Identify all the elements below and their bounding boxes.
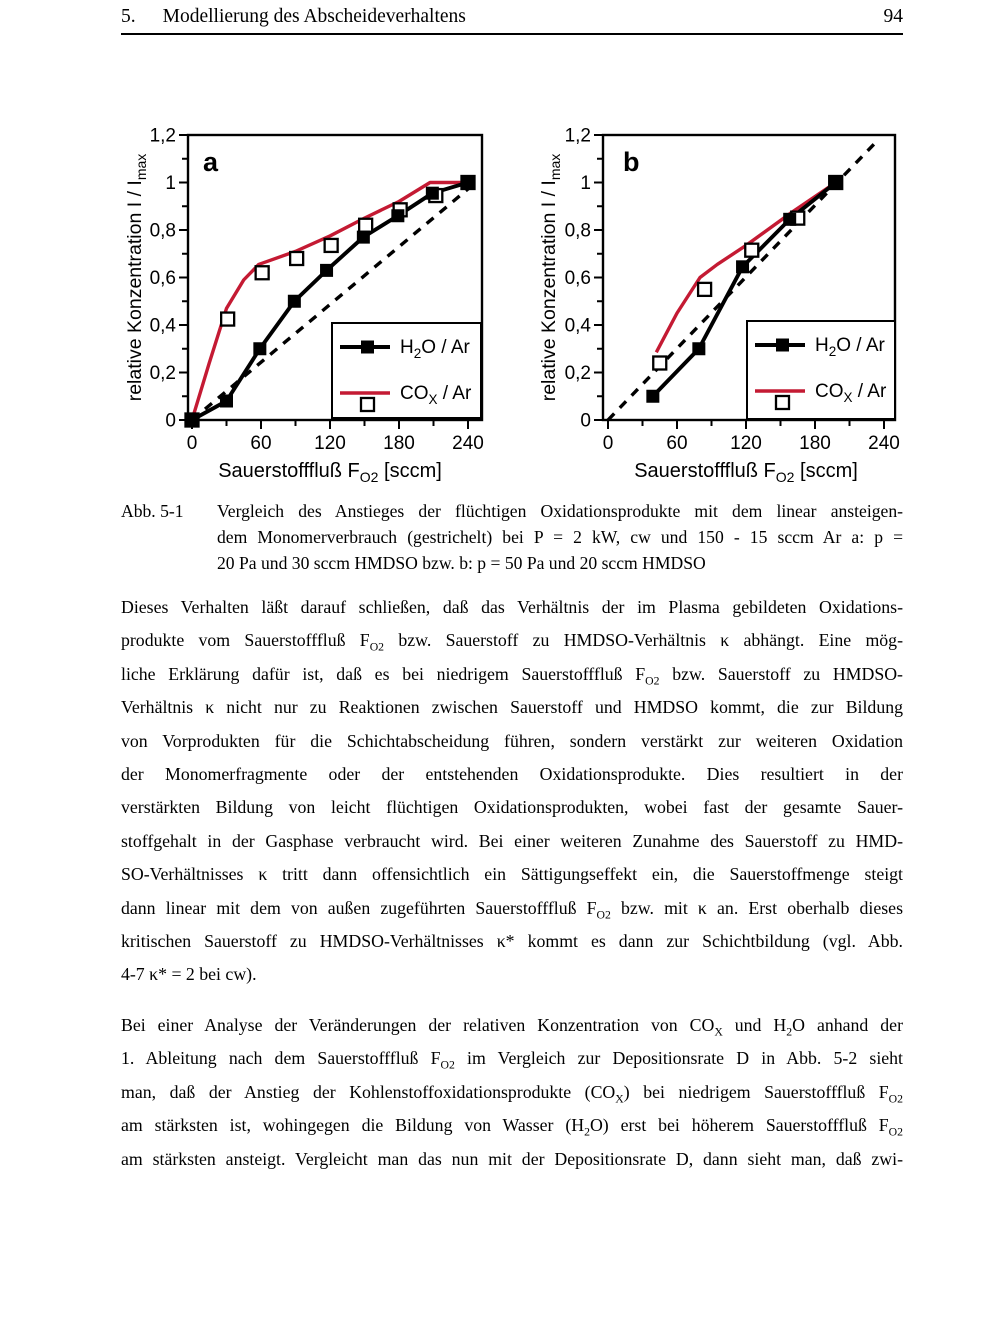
para1-line-4: Verhältnis κ nicht nur zu Reaktionen zwischen Sauerstoff und HMDSO kommt, die zur Bildung (121, 697, 903, 718)
chart-svg-b (530, 105, 910, 487)
panel-label: b (623, 147, 640, 177)
para1-line-11: kritischen Sauerstoff zu HMDSO-Verhältnisses κ* kommt es dann zur Schichtbildung (vgl. Abb. (121, 931, 903, 952)
page-header (121, 6, 903, 28)
section-title: Modellierung des Abscheideverhaltens (162, 6, 466, 27)
legend (747, 321, 895, 419)
para2-line-3: man, daß der Anstieg der Kohlenstoffoxidationsprodukte $(CO_X)$ bei niedrigem Sauerstofffluß $F_{O2}$ (121, 1081, 903, 1106)
svg-text:0,8: 0,8 (564, 220, 591, 242)
x-axis-label: Sauerstofffluß $F_{O2}$ [sccm] (634, 460, 858, 485)
svg-text:180: 180 (383, 433, 415, 454)
svg-text:1,2: 1,2 (564, 125, 591, 147)
para2-line-1: Bei einer Analyse der Veränderungen der relativen Konzentration von $CO_X$ und $H_2O$ anhand der (121, 1015, 903, 1039)
y-axis-label: relative Konzentration I / $I_{max}$ (538, 153, 563, 402)
header-rule (121, 33, 903, 35)
chart-panel-b (530, 105, 910, 487)
caption-line-1: Vergleich des Anstieges der flüchtigen Oxidationsprodukte mit dem linear ansteigen- (217, 501, 903, 521)
svg-text:1: 1 (165, 173, 176, 194)
y-axis-label: relative Konzentration I / $I_{max}$ (124, 153, 149, 402)
svg-text:0,8: 0,8 (149, 220, 176, 242)
section-number: 5. (121, 6, 136, 27)
caption-line-2: dem Monomerverbrauch (gestrichelt) bei P = 2 kW, cw und 150 - 15 sccm Ar a: p = (217, 527, 903, 547)
para1-line-7: verstärkten Bildung von leicht flüchtigen Oxidationsprodukten, wobei fast der gesamte Sauer- (121, 797, 903, 818)
para2-line-5: am stärksten ansteigt. Vergleicht man das nun mit der Depositionsrate D, dann sieht man, daß zwi- (121, 1148, 903, 1169)
page-number: 94 (883, 6, 903, 27)
para1-line-12: 4-7 κ* = 2 bei cw). (121, 964, 257, 985)
x-axis-label: Sauerstofffluß $F_{O2}$ [sccm] (218, 460, 442, 485)
svg-text:120: 120 (730, 433, 762, 454)
section-heading (121, 6, 466, 28)
figure-caption-text (217, 498, 903, 576)
figure-caption (121, 498, 903, 576)
svg-text:0,6: 0,6 (149, 268, 176, 289)
svg-text:0,4: 0,4 (149, 315, 176, 337)
para1-line-1: Dieses Verhalten läßt darauf schließen, daß das Verhältnis der im Plasma gebildeten Oxidations- (121, 597, 903, 617)
svg-text:0,2: 0,2 (149, 363, 176, 384)
svg-text:180: 180 (799, 433, 831, 454)
svg-text:1,2: 1,2 (149, 125, 176, 147)
svg-text:0,4: 0,4 (564, 315, 591, 337)
svg-text:1: 1 (580, 173, 591, 194)
body-paragraph-2 (121, 1009, 903, 1176)
figure-caption-label: Abb. 5-1 (121, 501, 184, 521)
para1-line-10: dann linear mit dem von außen zugeführten Sauerstofffluß $F_{O2}$ bzw. mit κ an. Erst oberhalb dieses (121, 897, 903, 922)
para1-line-2: produkte vom Sauerstofffluß $F_{O2}$ bzw. Sauerstoff zu HMDSO-Verhältnis κ abhängt. Eine mög- (121, 630, 903, 654)
svg-text:60: 60 (666, 433, 688, 454)
para1-line-6: der Monomerfragmente oder der entstehenden Oxidationsprodukte. Dies resultiert in der (121, 764, 903, 785)
svg-text:0: 0 (602, 433, 614, 454)
svg-text:120: 120 (314, 433, 346, 454)
svg-text:0,2: 0,2 (564, 363, 591, 384)
svg-text:0,6: 0,6 (564, 268, 591, 289)
caption-line-3: 20 Pa und 30 sccm HMDSO bzw. b: p = 50 Pa und 20 sccm HMDSO (217, 553, 706, 573)
svg-text:0: 0 (165, 410, 176, 432)
para1-line-5: von Vorprodukten für die Schichtabscheidung führen, sondern verstärkt zur weiteren Oxidation (121, 730, 903, 751)
svg-text:240: 240 (868, 433, 900, 454)
para2-line-2: 1. Ableitung nach dem Sauerstofffluß $F_{O2}$ im Vergleich zur Depositionsrate D in Abb. 5-2 sieht (121, 1048, 903, 1072)
svg-text:0: 0 (580, 410, 591, 432)
para1-line-9: SO-Verhältnisses κ tritt dann offensichtlich ein Sättigungseffekt ein, die Sauerstoffmenge steigt (121, 864, 903, 885)
chart-panel-a (116, 105, 496, 487)
legend-label-cox: $CO_X$ / Ar (815, 381, 887, 405)
para2-line-4: am stärksten ist, wohingegen die Bildung von Wasser $(H_2O)$ erst bei höherem Sauerstofffluß $F_{O2}$ (121, 1115, 903, 1139)
legend-label-h2o: $H_2O$ / Ar (815, 335, 885, 359)
para1-line-8: stoffgehalt in der Gasphase verbraucht wird. Bei einer weiteren Zunahme des Sauerstoff zu HMD- (121, 830, 903, 851)
body-paragraph-1 (121, 591, 903, 992)
legend-label-h2o: $H_2O$ / Ar (400, 337, 470, 361)
panel-label: a (203, 147, 219, 177)
svg-text:240: 240 (452, 433, 484, 454)
svg-text:0: 0 (186, 433, 198, 454)
legend-label-cox: $CO_X$ / Ar (400, 383, 472, 407)
chart-svg-a (116, 105, 496, 487)
svg-text:60: 60 (250, 433, 272, 454)
legend (332, 323, 481, 418)
para1-line-3: liche Erklärung dafür ist, daß es bei niedrigem Sauerstofffluß $F_{O2}$ bzw. Sauerstoff zu HMDSO- (121, 663, 903, 688)
